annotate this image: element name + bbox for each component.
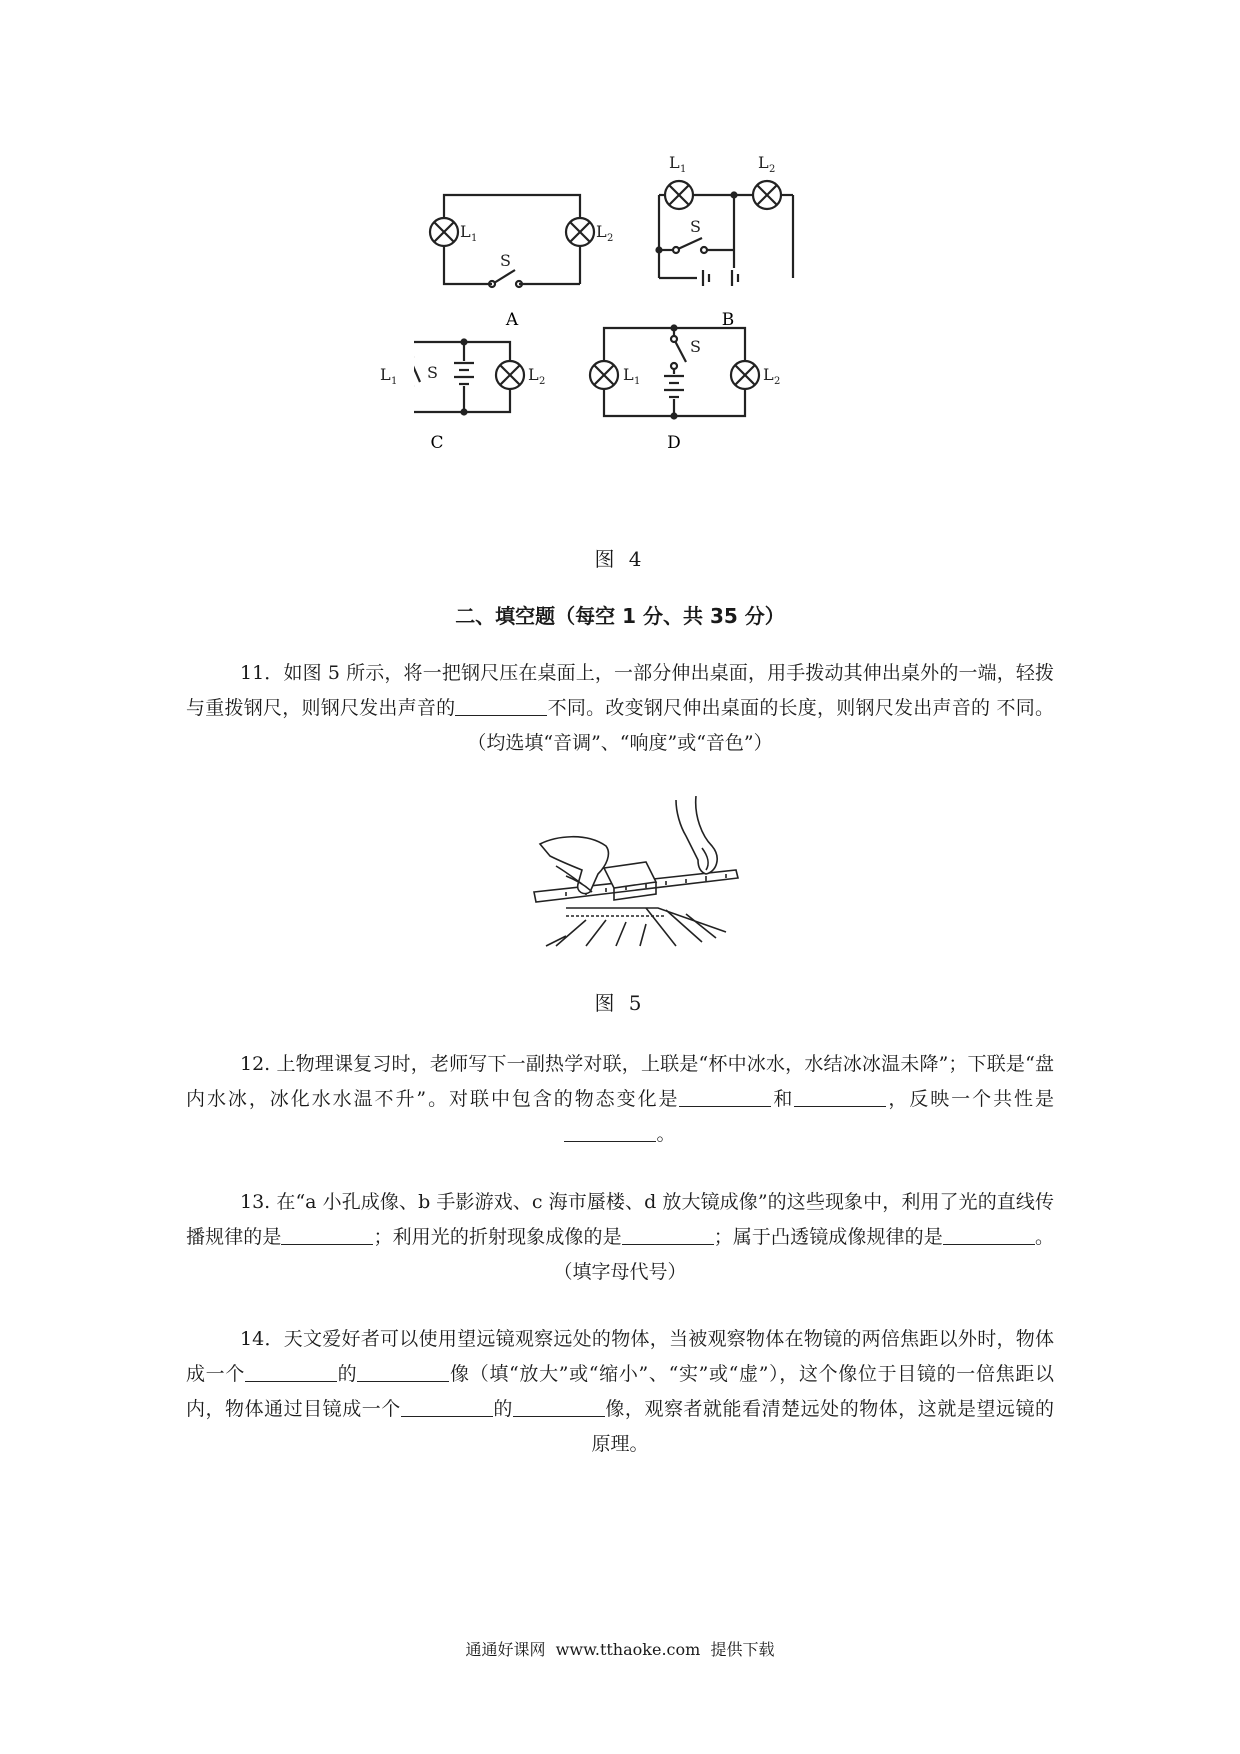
- question-12-text: 12. 上物理课复习时，老师写下一副热学对联，上联是“杯中冰水，水结冰冰温未降”；下联是“盘内水冰，冰化水水温不升”。对联中包含的物态变化是: [186, 1053, 1054, 1110]
- section-title: 二、填空题（每空 1 分、共 35 分）: [455, 604, 785, 628]
- answer-blank: [245, 1361, 337, 1382]
- answer-blank: [513, 1396, 605, 1417]
- svg-text:1: 1: [634, 376, 641, 387]
- label-s: S: [500, 251, 511, 270]
- answer-blank: [794, 1086, 886, 1107]
- label-l1: L: [460, 222, 471, 241]
- figure-4-caption: 图 4: [594, 547, 646, 571]
- label-l2: L: [758, 153, 769, 172]
- label-s: S: [690, 337, 701, 356]
- svg-text:2: 2: [774, 376, 781, 387]
- label-l2: L: [763, 365, 774, 384]
- figure-5-caption: 图 5: [594, 991, 646, 1015]
- answer-blank: [679, 1086, 771, 1107]
- answer-blank: [943, 1224, 1035, 1245]
- question-13-text: ；属于凸透镜成像规律的是: [713, 1226, 943, 1248]
- label-l1: L: [623, 365, 634, 384]
- circuit-letter: C: [430, 433, 444, 453]
- question-14-text: 像（填“放大”或“缩小”、“实”或“虚”），这个像位于目镜的一倍焦距以内，物体通过目镜成一个: [186, 1363, 1054, 1420]
- question-12-text: ，反映一个共性是: [886, 1088, 1054, 1110]
- question-14-text: 的: [492, 1398, 513, 1420]
- question-14: [186, 1322, 1054, 1462]
- figure-4-lower: [340, 150, 864, 510]
- svg-text:2: 2: [607, 233, 614, 244]
- svg-text:1: 1: [391, 376, 398, 387]
- answer-blank: [455, 695, 547, 716]
- question-11: [186, 656, 1054, 761]
- answer-blank: [357, 1361, 449, 1382]
- label-s: S: [690, 217, 701, 236]
- label-s: S: [427, 363, 438, 382]
- circuit-letter: A: [505, 310, 519, 330]
- ruler-on-desk-illustration: [526, 796, 742, 948]
- question-13-text: 13. 在“a 小孔成像、b 手影游戏、c 海市蜃楼、d 放大镜成像”的这些现象中，利用了光的直线传播规律的是: [186, 1191, 1054, 1248]
- footer: 通通好课网 www.tthaoke.com 提供下载: [465, 1640, 775, 1659]
- question-12: [186, 1047, 1054, 1152]
- question-13-text: 。（填字母代号）: [553, 1226, 1054, 1283]
- figure-5: [526, 796, 742, 948]
- circuit-labels-lower: [340, 150, 864, 510]
- answer-blank: [281, 1224, 373, 1245]
- answer-blank: [622, 1224, 714, 1245]
- circuit-letter: B: [721, 310, 735, 330]
- question-11-text: 11．如图 5 所示，将一把钢尺压在桌面上，一部分伸出桌面，用手拨动其伸出桌外的一端，轻拨与重拨钢尺，则钢尺发出声音的: [186, 662, 1054, 719]
- question-14-text: 像，观察者就能看清楚远处的物体，这就是望远镜的原理。: [591, 1398, 1054, 1455]
- svg-text:1: 1: [680, 164, 687, 175]
- label-l1: L: [380, 365, 391, 384]
- label-l1: L: [669, 153, 680, 172]
- question-11-text: 不同。改变钢尺伸出桌面的长度，则钢尺发出声音的 不同。（均选填“音调”、“响度”或“音色”）: [467, 697, 1054, 754]
- question-14-text: 14．天文爱好者可以使用望远镜观察远处的物体，当被观察物体在物镜的两倍焦距以外时，物体成一个: [186, 1328, 1054, 1385]
- answer-blank: [401, 1396, 493, 1417]
- question-14-text: 的: [337, 1363, 358, 1385]
- svg-text:2: 2: [539, 376, 546, 387]
- question-13-text: ；利用光的折射现象成像的是: [373, 1226, 622, 1248]
- question-12-text: 。: [656, 1123, 676, 1145]
- svg-text:2: 2: [769, 164, 776, 175]
- svg-text:1: 1: [471, 233, 478, 244]
- label-l2: L: [596, 222, 607, 241]
- circuit-letter: D: [667, 433, 681, 453]
- label-l2: L: [528, 365, 539, 384]
- question-12-text: 和: [771, 1088, 795, 1110]
- answer-blank: [564, 1121, 656, 1142]
- question-13: [186, 1185, 1054, 1290]
